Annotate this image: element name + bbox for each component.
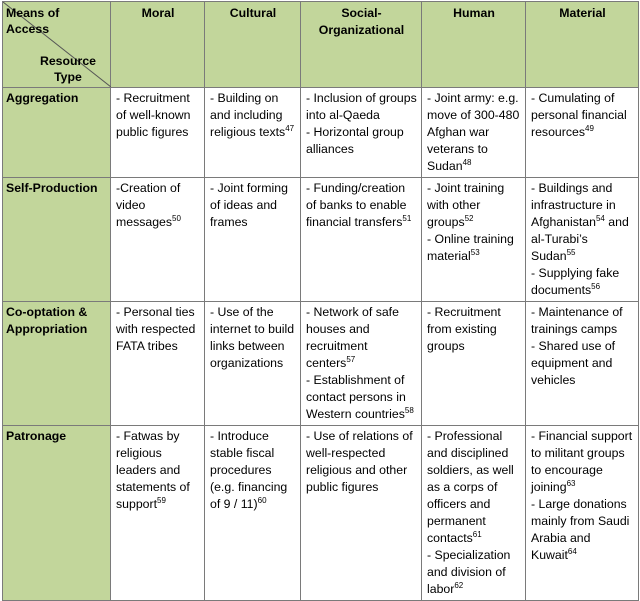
corner-bottom-label: Resource Type xyxy=(39,54,96,84)
footnote-ref: 57 xyxy=(346,354,356,364)
list-item: - Cumulating of personal financial resources$^{49}$ xyxy=(531,91,627,139)
list-item: - Buildings and infrastructure in Afghanistan$^{54}$ and al-Turabi’s Sudan$^{55}$ xyxy=(531,181,629,263)
list-item: -Creation of video messages$^{50}$ xyxy=(116,181,181,229)
cell-material xyxy=(526,178,639,302)
table-body xyxy=(3,88,639,601)
cell-social-organizational xyxy=(301,88,422,178)
cell-material xyxy=(526,88,639,178)
column-header-material: Material xyxy=(526,2,639,88)
cell-moral xyxy=(111,178,205,302)
footnote-ref: 63 xyxy=(566,478,576,488)
cell-cultural xyxy=(205,302,301,426)
footnote-ref: 49 xyxy=(585,123,594,133)
cell-social-organizational xyxy=(301,178,422,302)
list-item: - Joint forming of ideas and frames xyxy=(210,181,288,229)
list-item: - Specialization and division of labor$^{62}$ xyxy=(427,548,511,596)
table-row xyxy=(3,302,639,426)
cell-moral xyxy=(111,302,205,426)
footnote-ref: 55 xyxy=(566,247,576,257)
column-header-social-organizational: Social- Organizational xyxy=(301,2,422,88)
cell-human xyxy=(422,88,526,178)
list-item: - Horizontal group alliances xyxy=(306,125,404,156)
cell-moral xyxy=(111,88,205,178)
cell-social-organizational xyxy=(301,302,422,426)
footnote-ref: 62 xyxy=(454,580,464,590)
cell-human xyxy=(422,426,526,601)
list-item: - Financial support to militant groups to encourage joining$^{63}$ xyxy=(531,429,633,494)
list-item: - Professional and disciplined soldiers, as well as a corps of officers and permanent contacts$^{61}$ xyxy=(427,429,514,545)
list-item: - Personal ties with respected FATA tribes xyxy=(116,305,196,353)
list-item: - Recruitment of well-known public figures xyxy=(116,91,191,139)
list-item: - Introduce stable fiscal procedures (e.g. financing of 9 / 11)$^{60}$ xyxy=(210,429,288,511)
footnote-ref: 52 xyxy=(464,213,474,223)
cell-cultural xyxy=(205,88,301,178)
cell-moral xyxy=(111,426,205,601)
column-header-human: Human xyxy=(422,2,526,88)
list-item: - Fatwas by religious leaders and statements of support$^{59}$ xyxy=(116,429,190,511)
list-item: - Supplying fake documents$^{56}$ xyxy=(531,266,620,297)
list-item: - Use of the internet to build links between organizations xyxy=(210,305,295,370)
corner-header-cell xyxy=(3,2,111,88)
footnote-ref: 54 xyxy=(595,213,605,223)
row-header-patronage: Patronage xyxy=(3,426,111,601)
list-item: - Use of relations of well-respected religious and other public figures xyxy=(306,429,413,494)
list-item: - Online training material$^{53}$ xyxy=(427,232,514,263)
footnote-ref: 53 xyxy=(470,247,480,257)
footnote-ref: 56 xyxy=(591,281,601,291)
cell-human xyxy=(422,302,526,426)
list-item: - Maintenance of trainings camps xyxy=(531,305,623,336)
footnote-ref: 60 xyxy=(257,495,267,505)
list-item: - Funding/creation of banks to enable financial transfers$^{51}$ xyxy=(306,181,412,229)
footnote-ref: 48 xyxy=(462,157,472,167)
list-item: - Large donations mainly from Saudi Arabia and Kuwait$^{64}$ xyxy=(531,497,630,562)
footnote-ref: 64 xyxy=(567,546,577,556)
corner-top-label: Means of Access xyxy=(6,6,60,36)
table-row xyxy=(3,426,639,601)
header-row xyxy=(3,2,639,88)
footnote-ref: 61 xyxy=(472,529,482,539)
column-header-cultural: Cultural xyxy=(205,2,301,88)
cell-social-organizational xyxy=(301,426,422,601)
list-item: - Shared use of equipment and vehicles xyxy=(531,339,616,387)
list-item: - Building on and including religious texts$^{47}$ xyxy=(210,91,295,139)
cell-cultural xyxy=(205,178,301,302)
row-header-aggregation: Aggregation xyxy=(3,88,111,178)
footnote-ref: 59 xyxy=(157,495,166,505)
footnote-ref: 58 xyxy=(404,405,414,415)
footnote-ref: 47 xyxy=(285,123,295,133)
footnote-ref: 51 xyxy=(402,213,412,223)
list-item: - Inclusion of groups into al-Qaeda xyxy=(306,91,417,122)
column-header-moral: Moral xyxy=(111,2,205,88)
list-item: - Joint army: e.g. move of 300-480 Afghan war veterans to Sudan$^{48}$ xyxy=(427,91,520,173)
row-header-self-production: Self-Production xyxy=(3,178,111,302)
cell-human xyxy=(422,178,526,302)
footnote-ref: 50 xyxy=(172,213,181,223)
row-header-co-optation-appropriation: Co-optation & Appropriation xyxy=(3,302,111,426)
cell-material xyxy=(526,426,639,601)
table-row xyxy=(3,178,639,302)
cell-material xyxy=(526,302,639,426)
resource-table xyxy=(2,1,639,601)
list-item: - Joint training with other groups$^{52}$ xyxy=(427,181,505,229)
list-item: - Establishment of contact persons in Western countries$^{58}$ xyxy=(306,373,414,421)
list-item: - Network of safe houses and recruitment centers$^{57}$ xyxy=(306,305,399,370)
table-row xyxy=(3,88,639,178)
cell-cultural xyxy=(205,426,301,601)
list-item: - Recruitment from existing groups xyxy=(427,305,501,353)
